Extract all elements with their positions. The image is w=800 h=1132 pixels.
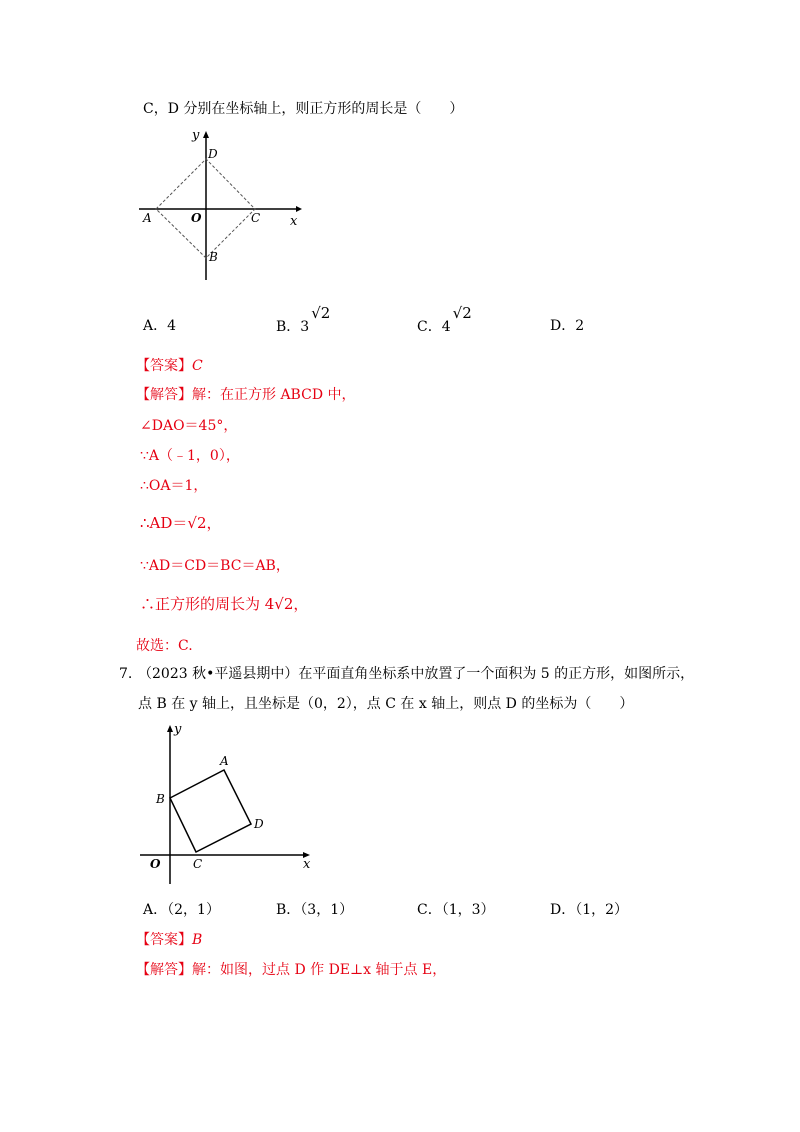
q6-option-c-radical: √2 bbox=[452, 304, 472, 322]
q7-option-d-value: （1，2） bbox=[575, 902, 629, 918]
q6-option-b-radical: √2 bbox=[311, 304, 331, 322]
q6-answer-value: C bbox=[192, 358, 203, 374]
q6-option-d-value: 2 bbox=[575, 318, 585, 334]
q7-option-a-label: A． bbox=[143, 902, 168, 918]
q7-number: 7. bbox=[119, 666, 133, 682]
q6-y-arrow bbox=[203, 131, 209, 138]
q7-answer-value: B bbox=[192, 932, 203, 948]
q6-solution-line-4: ∴OA＝1， bbox=[140, 478, 208, 494]
q7-label-y: y bbox=[174, 722, 182, 737]
q7-label-D: D bbox=[254, 817, 264, 831]
q7-option-c[interactable] bbox=[417, 900, 495, 920]
q7-answer bbox=[136, 930, 202, 950]
q7-solution-tag: 【解答】 bbox=[136, 962, 192, 978]
q6-label-D: D bbox=[208, 147, 218, 161]
q6-solution-line-3: ∵A（﹣1，0）， bbox=[140, 448, 240, 464]
q6-x-arrow bbox=[296, 206, 302, 212]
q7-option-b-value: （3，1） bbox=[300, 902, 354, 918]
q6-label-O: O bbox=[191, 211, 202, 225]
q7-label-x: x bbox=[303, 857, 311, 872]
q7-stem-line-1: （2023 秋•平遥县期中）在平面直角坐标系中放置了一个面积为 5 的正方形，如图所示， bbox=[138, 666, 695, 682]
q6-solution-tag: 【解答】 bbox=[136, 387, 192, 403]
q6-option-a[interactable] bbox=[143, 316, 176, 336]
q7-option-a[interactable] bbox=[143, 900, 220, 920]
q7-solution bbox=[136, 960, 446, 980]
q6-solution-line-5: ∴AD＝√2， bbox=[140, 514, 222, 532]
q7-option-c-label: C． bbox=[417, 902, 442, 918]
q7-answer-tag: 【答案】 bbox=[136, 932, 192, 948]
q7-option-d[interactable] bbox=[550, 900, 628, 920]
q6-solution-line-6: ∵AD＝CD＝BC＝AB， bbox=[140, 558, 290, 574]
q6-answer bbox=[136, 356, 203, 376]
q6-label-x: x bbox=[290, 214, 298, 229]
q7-label-C: C bbox=[193, 857, 203, 871]
q6-option-d-label: D． bbox=[550, 318, 576, 334]
q6-option-a-label: A． bbox=[143, 318, 168, 334]
q7-label-B: B bbox=[156, 792, 165, 806]
q6-option-b-value: 3 bbox=[300, 319, 310, 335]
q7-option-c-value: （1，3） bbox=[441, 902, 495, 918]
q7-label-A: A bbox=[220, 754, 229, 768]
q6-solution-text-1: 解：在正方形 ABCD 中， bbox=[192, 387, 356, 403]
q6-label-y: y bbox=[192, 128, 200, 143]
q6-option-d[interactable] bbox=[550, 316, 584, 336]
q6-solution-line-2: ∠DAO＝45°， bbox=[140, 418, 238, 434]
q7-y-arrow bbox=[167, 725, 173, 732]
q6-option-c[interactable] bbox=[417, 304, 472, 337]
q7-label-O: O bbox=[150, 857, 161, 871]
q6-option-c-label: C． bbox=[417, 319, 442, 335]
q7-square bbox=[170, 770, 251, 852]
q6-label-A: A bbox=[143, 211, 152, 225]
q7-stem-line-2: 点 B 在 y 轴上，且坐标是（0，2），点 C 在 x 轴上，则点 D 的坐标为（ ） bbox=[138, 696, 634, 712]
q6-solution-line-8: 故选：C. bbox=[136, 638, 193, 654]
q7-solution-text: 解：如图，过点 D 作 DE⊥x 轴于点 E， bbox=[192, 962, 447, 978]
q6-option-b[interactable] bbox=[276, 304, 331, 337]
q6-option-a-value: 4 bbox=[167, 318, 177, 334]
q7-option-b-label: B． bbox=[276, 902, 301, 918]
q6-solution-line-7: ∴正方形的周长为 4√2， bbox=[140, 595, 309, 613]
q7-figure bbox=[138, 718, 318, 888]
q7-option-a-value: （2，1） bbox=[167, 902, 220, 918]
q6-answer-tag: 【答案】 bbox=[136, 358, 192, 374]
q6-option-c-value: 4 bbox=[441, 319, 451, 335]
q6-label-B: B bbox=[209, 250, 218, 264]
q6-solution-line-1 bbox=[136, 385, 356, 405]
q6-label-C: C bbox=[251, 211, 261, 225]
q7-option-d-label: D． bbox=[550, 902, 576, 918]
q7-option-b[interactable] bbox=[276, 900, 353, 920]
q6-figure bbox=[136, 122, 316, 287]
q6-option-b-label: B． bbox=[276, 319, 301, 335]
q6-stem: C，D 分别在坐标轴上，则正方形的周长是（ ） bbox=[143, 101, 464, 117]
